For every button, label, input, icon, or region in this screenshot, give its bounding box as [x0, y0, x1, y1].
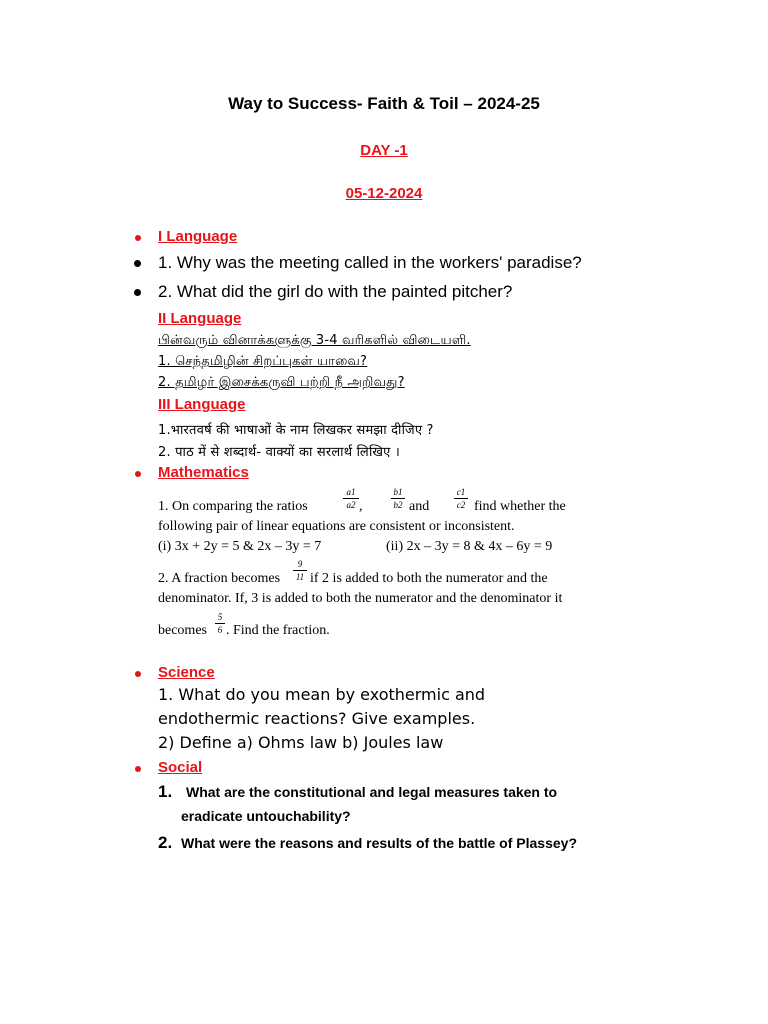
bullet — [135, 471, 141, 477]
language3-question-1: 1.भारतवर्ष की भाषाओं के नाम लिखकर समझा दीजिए ? — [158, 423, 434, 438]
language1-question-2: 2. What did the girl do with the painted pitcher? — [158, 282, 513, 301]
language3-heading: III Language — [158, 396, 246, 413]
date-label: 05-12-2024 — [345, 185, 423, 202]
day-label: DAY -1 — [360, 142, 408, 159]
fraction-5-6: 5 6 — [215, 612, 225, 635]
ratio-b-fraction: b1 b2 — [391, 487, 405, 510]
math-q1-and: and — [409, 499, 430, 514]
social-heading: Social — [158, 759, 203, 776]
language2-heading: II Language — [158, 310, 242, 327]
bullet — [134, 289, 141, 296]
science-question-1-line2: endothermic reactions? Give examples. — [158, 709, 476, 728]
science-question-1-line1: 1. What do you mean by exothermic and — [158, 685, 486, 704]
language1-heading: I Language — [158, 228, 238, 245]
math-q1-line2: following pair of linear equations are consistent or inconsistent. — [158, 519, 515, 534]
language2-question-1: 1. செந்தமிழின் சிறப்புகள் யாவை? — [158, 354, 368, 369]
social-question-1-line1: What are the constitutional and legal measures taken to — [186, 784, 558, 800]
social-question-2-number: 2. — [158, 833, 173, 852]
bullet — [134, 260, 141, 267]
math-q1-equation-2: (ii) 2x – 3y = 8 & 4x – 6y = 9 — [386, 539, 553, 554]
document-title: Way to Success- Faith & Toil – 2024-25 — [228, 94, 540, 113]
math-q1-end: find whether the — [474, 499, 566, 514]
language3-question-2: 2. पाठ में से शब्दार्थ- वाक्यों का सरलार्थ लिखिए । — [158, 445, 400, 460]
language2-instruction: பின்வரும் வினாக்களுக்கு 3-4 வரிகளில் விடையளி. — [158, 333, 471, 348]
math-q2-start: 2. A fraction becomes — [158, 571, 281, 586]
bullet — [135, 671, 141, 677]
social-question-1-line2: eradicate untouchability? — [181, 808, 351, 824]
math-q2-end: if 2 is added to both the numerator and the — [310, 571, 548, 586]
ratio-c-fraction: c1 c2 — [454, 487, 468, 510]
science-heading: Science — [158, 664, 215, 681]
language1-question-1: 1. Why was the meeting called in the workers' paradise? — [158, 253, 582, 272]
comma: , — [359, 499, 363, 514]
fraction-9-11: 9 11 — [293, 559, 307, 582]
math-q2-line2: denominator. If, 3 is added to both the numerator and the denominator it — [158, 591, 563, 606]
math-q1-start: 1. On comparing the ratios — [158, 499, 308, 514]
social-question-2: What were the reasons and results of the battle of Plassey? — [181, 835, 577, 851]
language2-question-2: 2. தமிழர் இசைக்கருவி பற்றி நீ அறிவது? — [158, 375, 405, 390]
math-q1-equation-1: (i) 3x + 2y = 5 & 2x – 3y = 7 — [158, 539, 322, 554]
social-question-1-number: 1. — [158, 782, 173, 801]
science-question-2: 2) Define a) Ohms law b) Joules law — [158, 733, 444, 752]
bullet — [135, 766, 141, 772]
mathematics-heading: Mathematics — [158, 464, 249, 481]
bullet — [135, 235, 141, 241]
math-q2-line3-end: . Find the fraction. — [226, 623, 330, 638]
ratio-a-fraction: a1 a2 — [343, 487, 359, 510]
math-q2-line3-start: becomes — [158, 623, 207, 638]
